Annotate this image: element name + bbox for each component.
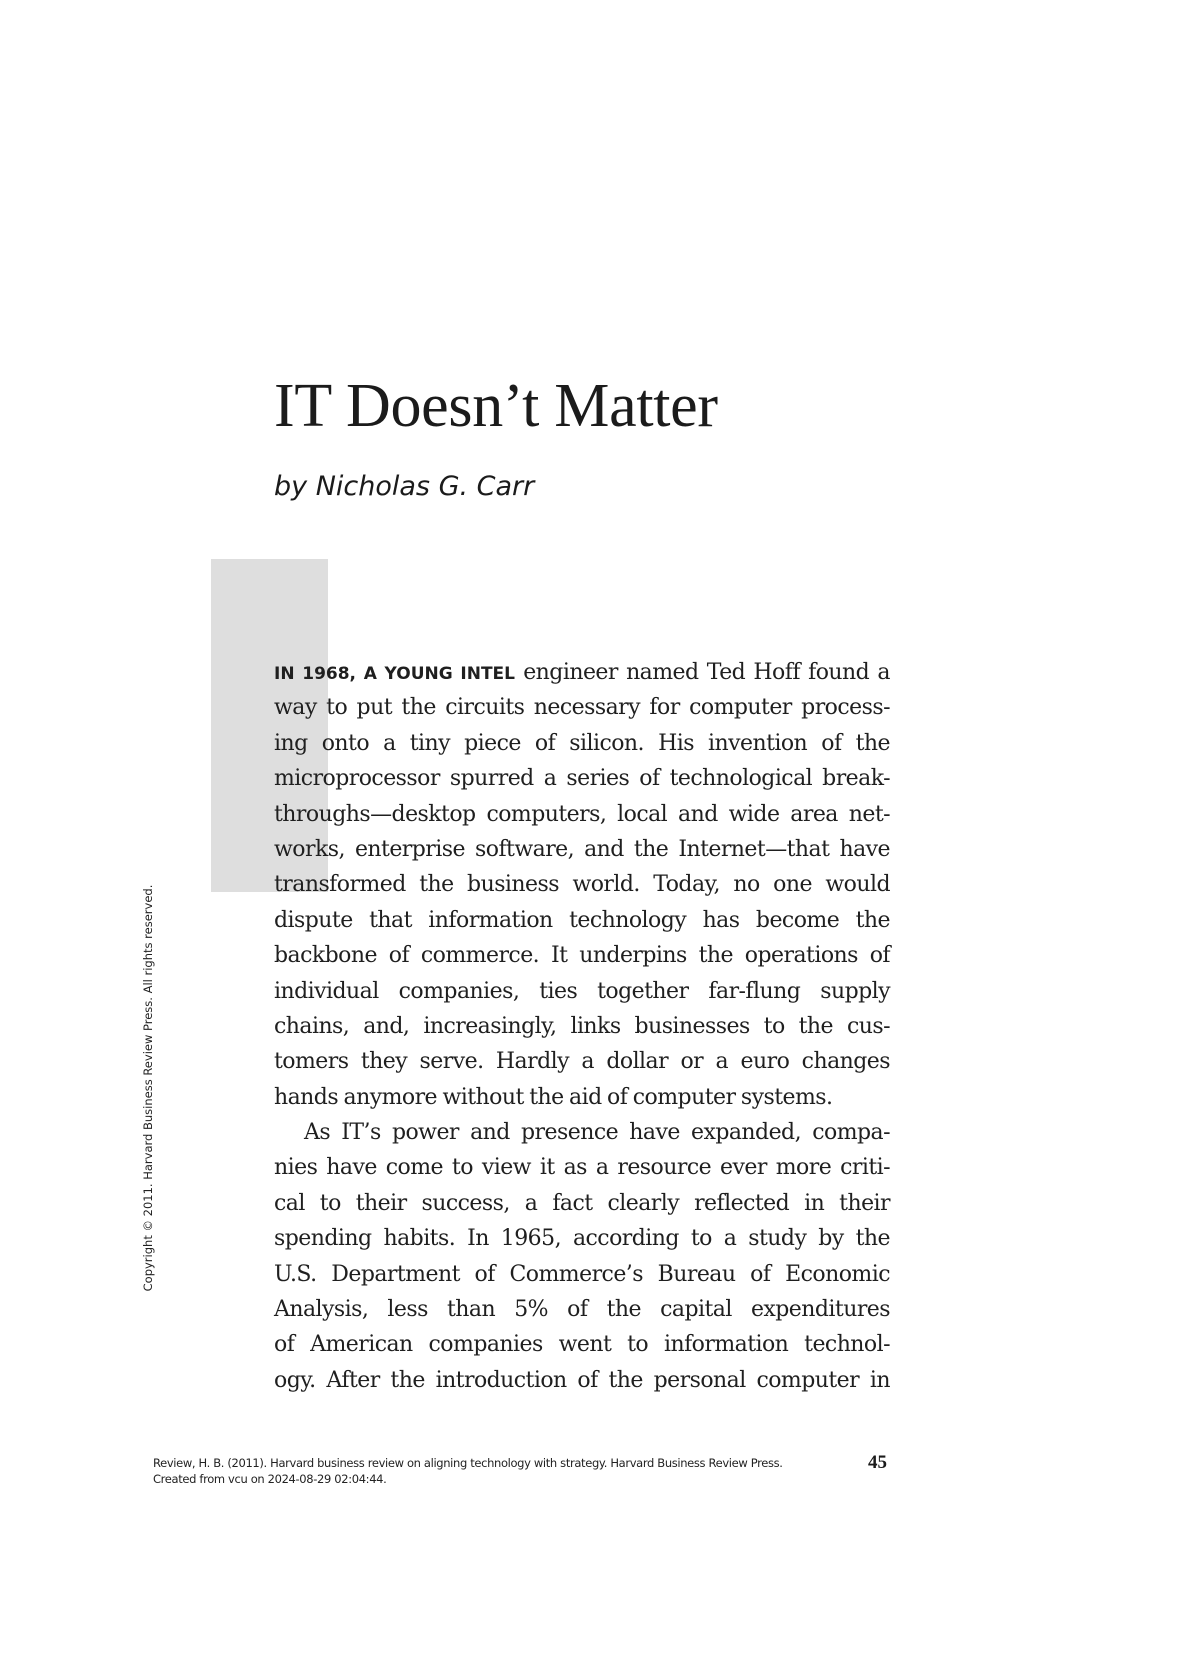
page-number: 45	[868, 1452, 887, 1473]
body-line-6: works, enterprise software, and the Internet—that have	[274, 836, 890, 862]
body-line-5: throughs—desktop computers, local and wide area net-	[274, 801, 890, 827]
lead-in-small-caps: IN 1968, A YOUNG INTEL	[274, 664, 515, 684]
body-line-1-text: engineer named Ted Hoff found a	[515, 660, 890, 685]
article-title: IT Doesn’t Matter	[274, 372, 718, 440]
body-line-11: chains, and, increasingly, links businesses to the cus-	[274, 1013, 890, 1039]
body-line-10: individual companies, ties together far-flung supply	[274, 978, 890, 1004]
body-line-19: Analysis, less than 5% of the capital expenditures	[274, 1297, 890, 1323]
body-line-20: of American companies went to information technol-	[274, 1332, 890, 1358]
page-footer	[153, 1455, 783, 1487]
body-line-14: As IT’s power and presence have expanded, compa-	[304, 1120, 890, 1146]
body-line-12: tomers they serve. Hardly a dollar or a euro changes	[274, 1049, 890, 1075]
body-line-15: nies have come to view it as a resource ever more criti-	[274, 1155, 890, 1181]
body-line-18: U.S. Department of Commerce’s Bureau of Economic	[274, 1261, 890, 1287]
body-line-9: backbone of commerce. It underpins the operations of	[274, 943, 890, 969]
side-copyright-notice: Copyright © 2011. Harvard Business Review Press. All rights reserved.	[141, 884, 155, 1291]
article-body	[274, 655, 890, 1398]
body-line-21: ogy. After the introduction of the personal computer in	[274, 1367, 890, 1393]
body-line-1	[274, 655, 890, 690]
footer-citation: Review, H. B. (2011). Harvard business review on aligning technology with strategy. Harvard Business Review Press.	[153, 1456, 783, 1470]
body-line-3: ing onto a tiny piece of silicon. His invention of the	[274, 730, 890, 756]
body-line-17: spending habits. In 1965, according to a study by the	[274, 1226, 890, 1252]
body-line-2: way to put the circuits necessary for computer process-	[274, 695, 890, 721]
article-byline: by Nicholas G. Carr	[274, 471, 535, 502]
body-line-16: cal to their success, a fact clearly reflected in their	[274, 1190, 890, 1216]
body-line-13: hands anymore without the aid of computer systems.	[274, 1084, 833, 1110]
body-line-8: dispute that information technology has become the	[274, 907, 890, 933]
body-line-7: transformed the business world. Today, no one would	[274, 872, 890, 898]
footer-created: Created from vcu on 2024-08-29 02:04:44.	[153, 1472, 387, 1486]
side-copyright-container	[139, 865, 157, 1310]
body-line-4: microprocessor spurred a series of technological break-	[274, 766, 890, 792]
